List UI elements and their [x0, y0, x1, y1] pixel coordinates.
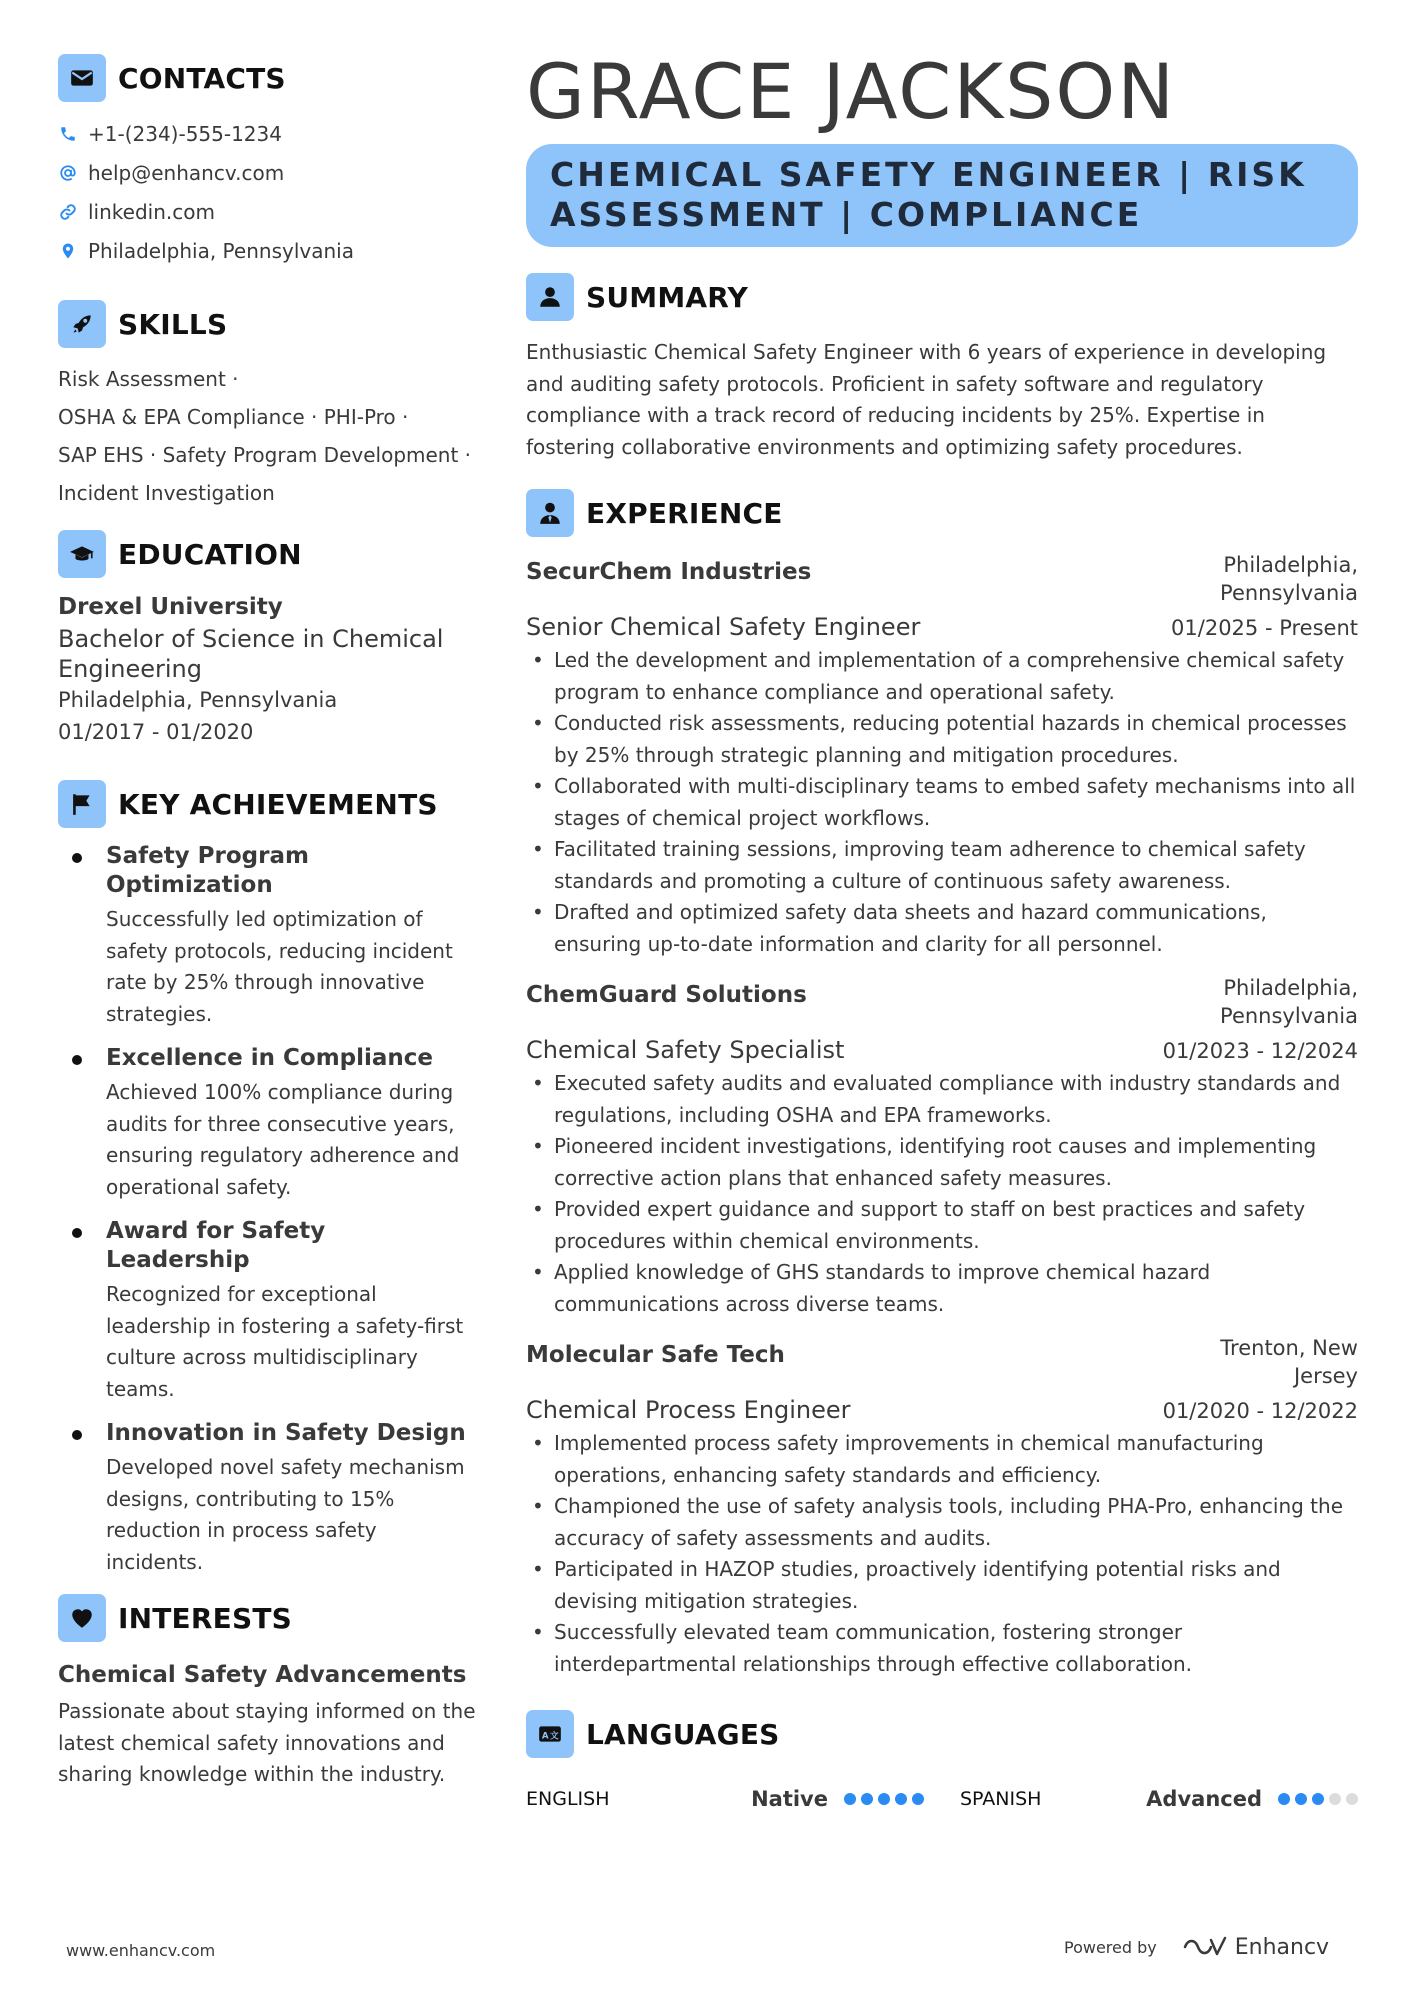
briefcase-user-icon: [526, 489, 574, 537]
contacts-section: [58, 54, 476, 270]
skills-section: [58, 300, 476, 512]
graduation-cap-icon: [58, 530, 106, 578]
svg-text:A: A: [541, 1731, 549, 1742]
edu-dates: 01/2017 - 01/2020: [58, 720, 254, 744]
proficiency-dot: [1295, 1793, 1307, 1805]
skills-header: [58, 300, 476, 348]
headline-banner: CHEMICAL SAFETY ENGINEER | RISK ASSESSMENT | COMPLIANCE: [526, 144, 1358, 247]
bullet-dot-icon: [72, 1055, 82, 1065]
skills-list: [58, 360, 476, 512]
language-dots: [1278, 1793, 1358, 1805]
skills-title: SKILLS: [118, 307, 228, 341]
proficiency-dot: [861, 1793, 873, 1805]
job-bullet: • Conducted risk assessments, reducing potential hazards in chemical processes by 25% through strategic planning and mitigation procedures.: [526, 708, 1358, 771]
languages-header: [526, 1710, 1358, 1758]
languages-title: LANGUAGES: [586, 1717, 780, 1751]
job-bullet: • Provided expert guidance and support to staff on best practices and safety procedures within chemical environments.: [526, 1194, 1358, 1257]
link-icon: [58, 202, 78, 222]
bullet-dot-icon: [72, 1430, 82, 1440]
proficiency-dot: [1346, 1793, 1358, 1805]
job-bullet: • Championed the use of safety analysis tools, including PHA-Pro, enhancing the accuracy of safety assessments and audits.: [526, 1491, 1358, 1554]
footer-website[interactable]: www.enhancv.com: [66, 1941, 216, 1960]
language-name: ENGLISH: [526, 1788, 610, 1810]
summary-title: SUMMARY: [586, 280, 749, 314]
achievement-title: Innovation in Safety Design: [106, 1420, 466, 1446]
job-dates: 01/2025 - Present: [1171, 616, 1358, 640]
job-company: SecurChem Industries: [526, 559, 812, 585]
interest-desc: Passionate about staying informed on the latest chemical safety innovations and sharing knowledge within the industry.: [58, 1699, 476, 1786]
job-bullet: • Implemented process safety improvements in chemical manufacturing operations, enhancing safety standards and efficiency.: [526, 1428, 1358, 1491]
job-role: Chemical Process Engineer: [526, 1396, 851, 1424]
contact-location-text: Philadelphia, Pennsylvania: [88, 238, 354, 263]
language-level: Advanced: [1146, 1787, 1262, 1811]
achievement-title: Safety Program Optimization: [106, 843, 309, 898]
education-header: [58, 530, 476, 578]
job-location: Philadelphia, Pennsylvania: [1220, 976, 1358, 1028]
candidate-name: GRACE JACKSON: [526, 47, 1177, 136]
achievement-desc: Developed novel safety mechanism designs, contributing to 15% reduction in process safety incidents.: [106, 1455, 465, 1574]
phone-icon: [58, 124, 78, 144]
interests-title: INTERESTS: [118, 1601, 292, 1635]
footer-branding: [1064, 1934, 1329, 1960]
skill-line: SAP EHS · Safety Program Development ·: [58, 443, 472, 467]
powered-by-label: Powered by: [1064, 1937, 1157, 1957]
languages-section: [526, 1710, 1358, 1814]
translate-icon: [526, 1710, 574, 1758]
edu-location: Philadelphia, Pennsylvania: [58, 688, 338, 712]
job-bullet: • Applied knowledge of GHS standards to improve chemical hazard communications across diverse teams.: [526, 1257, 1358, 1320]
interest-title: Chemical Safety Advancements: [58, 1662, 467, 1688]
proficiency-dot: [1312, 1793, 1324, 1805]
contact-phone-text: +1-(234)-555-1234: [88, 121, 282, 146]
job-location: Philadelphia, Pennsylvania: [1220, 553, 1358, 605]
proficiency-dot: [912, 1793, 924, 1805]
contact-email-text: help@enhancv.com: [88, 160, 285, 185]
experience-title: EXPERIENCE: [586, 496, 783, 530]
contact-location: [58, 231, 476, 270]
language-level: Native: [751, 1787, 828, 1811]
job-bullet: • Collaborated with multi-disciplinary teams to embed safety mechanisms into all stages of chemical project workflows.: [526, 771, 1358, 834]
summary-section: [526, 273, 1358, 463]
user-icon: [526, 273, 574, 321]
job-bullet: • Participated in HAZOP studies, proactively identifying potential risks and devising mitigation strategies.: [526, 1554, 1358, 1617]
job-role: Chemical Safety Specialist: [526, 1036, 845, 1064]
job-location: Trenton, New Jersey: [1220, 1336, 1358, 1388]
language-item: [960, 1787, 1358, 1811]
achievement-desc: Successfully led optimization of safety protocols, reducing incident rate by 25% through innovative strategies.: [106, 907, 453, 1026]
bullet-dot-icon: [72, 1228, 82, 1238]
job-company: ChemGuard Solutions: [526, 982, 807, 1008]
education-section: [58, 530, 476, 748]
proficiency-dot: [878, 1793, 890, 1805]
proficiency-dot: [1329, 1793, 1341, 1805]
left-column: [58, 54, 476, 1791]
language-dots: [844, 1793, 924, 1805]
skill-line: OSHA & EPA Compliance · PHI-Pro ·: [58, 405, 409, 429]
job-role: Senior Chemical Safety Engineer: [526, 613, 921, 641]
contact-linkedin-text: linkedin.com: [88, 199, 215, 224]
heart-icon: [58, 1594, 106, 1642]
edu-degree: Bachelor of Science in Chemical Engineering: [58, 625, 444, 683]
job-company: Molecular Safe Tech: [526, 1342, 785, 1368]
achievement-title: Excellence in Compliance: [106, 1045, 434, 1071]
brand-name: Enhancv: [1234, 1934, 1330, 1960]
languages-row: [526, 1784, 1358, 1814]
location-pin-icon: [58, 241, 78, 261]
skill-line: Risk Assessment ·: [58, 367, 239, 391]
achievement-item: [58, 842, 476, 1030]
interests-section: [58, 1594, 476, 1791]
job-dates: 01/2023 - 12/2024: [1162, 1039, 1358, 1063]
experience-section: [526, 489, 1358, 1680]
achievement-desc: Achieved 100% compliance during audits for three consecutive years, ensuring regulatory adherence and operational safety.: [106, 1080, 460, 1199]
contacts-title: CONTACTS: [118, 61, 286, 95]
svg-text:文: 文: [550, 1731, 559, 1742]
job-bullet: • Led the development and implementation of a comprehensive chemical safety program to enhance compliance and operational safety.: [526, 645, 1358, 708]
language-name: SPANISH: [960, 1788, 1042, 1810]
job-dates: 01/2020 - 12/2022: [1162, 1399, 1358, 1423]
envelope-icon: [58, 54, 106, 102]
job-bullet: • Successfully elevated team communication, fostering stronger interdepartmental relationships through effective collaboration.: [526, 1617, 1358, 1680]
at-icon: [58, 163, 78, 183]
summary-text: Enthusiastic Chemical Safety Engineer with 6 years of experience in developing and auditing safety protocols. Proficient in safety software and regulatory compliance with a track record of reducing incidents by 25%. Expertise in fostering collaborative environments and optimizing safety procedures.: [526, 340, 1327, 459]
achievement-desc: Recognized for exceptional leadership in fostering a safety-first culture across multidisciplinary teams.: [106, 1282, 464, 1401]
job-entry: [526, 974, 1358, 1320]
achievements-header: [58, 780, 476, 828]
education-title: EDUCATION: [118, 537, 302, 571]
skill-line: Incident Investigation: [58, 481, 275, 505]
contact-email[interactable]: [58, 153, 476, 192]
job-bullet: • Executed safety audits and evaluated compliance with industry standards and regulations, including OSHA and EPA frameworks.: [526, 1068, 1358, 1131]
achievement-title: Award for Safety Leadership: [106, 1218, 326, 1273]
job-bullet: • Facilitated training sessions, improving team adherence to chemical safety standards and promoting a culture of continuous safety awareness.: [526, 834, 1358, 897]
contact-phone[interactable]: [58, 114, 476, 153]
achievements-title: KEY ACHIEVEMENTS: [118, 787, 438, 821]
bullet-dot-icon: [72, 853, 82, 863]
job-entry: [526, 551, 1358, 960]
job-bullet: • Drafted and optimized safety data sheets and hazard communications, ensuring up-to-date information and clarity for all personnel.: [526, 897, 1358, 960]
job-entry: [526, 1334, 1358, 1680]
enhancv-logo-icon: [1181, 1934, 1229, 1960]
flag-icon: [58, 780, 106, 828]
achievement-item: [58, 1044, 476, 1203]
right-column: [526, 47, 1358, 1814]
contacts-header: [58, 54, 476, 102]
achievement-item: [58, 1217, 476, 1405]
brand-logo[interactable]: [1181, 1934, 1329, 1960]
language-item: [526, 1787, 924, 1811]
summary-header: [526, 273, 1358, 321]
proficiency-dot: [844, 1793, 856, 1805]
contact-linkedin[interactable]: [58, 192, 476, 231]
experience-header: [526, 489, 1358, 537]
rocket-icon: [58, 300, 106, 348]
edu-school: Drexel University: [58, 594, 283, 620]
interests-header: [58, 1594, 476, 1642]
achievement-item: [58, 1419, 476, 1578]
job-bullet: • Pioneered incident investigations, identifying root causes and implementing corrective action plans that enhanced safety measures.: [526, 1131, 1358, 1194]
proficiency-dot: [1278, 1793, 1290, 1805]
achievements-section: [58, 780, 476, 1578]
proficiency-dot: [895, 1793, 907, 1805]
